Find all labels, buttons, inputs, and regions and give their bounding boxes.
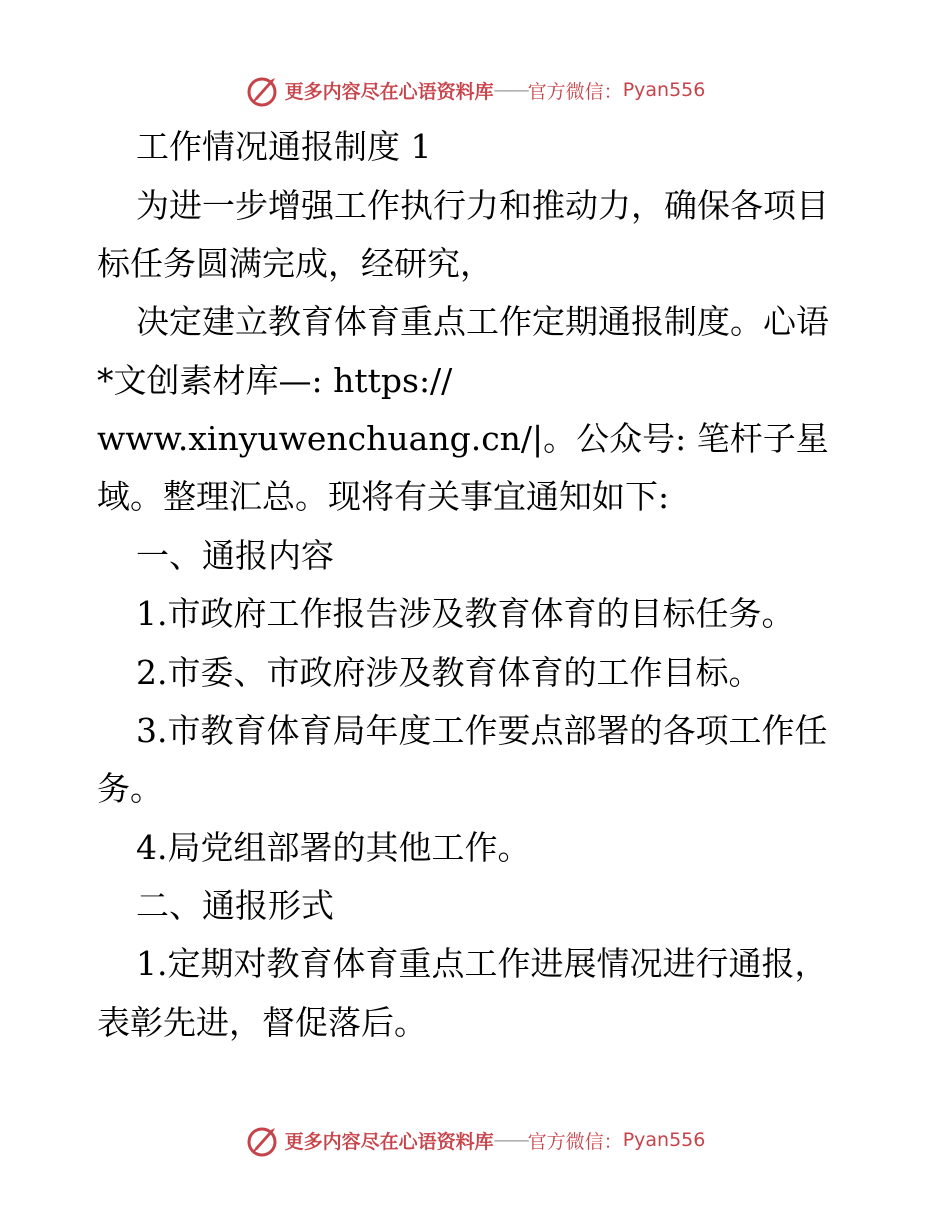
- watermark-dash: ——: [493, 79, 528, 101]
- quill-logo-icon: [245, 1122, 281, 1158]
- quill-logo-icon: [245, 72, 281, 108]
- doc-line: 为进一步增强工作执行力和推动力，确保各项目: [136, 186, 829, 225]
- header-watermark: [0, 70, 950, 110]
- doc-line: 4.局党组部署的其他工作。: [136, 828, 531, 867]
- doc-line: 1.市政府工作报告涉及教育体育的目标任务。: [136, 594, 795, 633]
- doc-line: *文创素材库—: https://: [97, 361, 453, 400]
- section-heading: 二、通报形式: [136, 886, 334, 925]
- watermark-brand: 更多内容尽在心语资料库: [284, 1130, 494, 1153]
- doc-title: 工作情况通报制度 1: [136, 127, 432, 166]
- doc-line: 3.市教育体育局年度工作要点部署的各项工作任: [136, 711, 828, 750]
- section-heading: 一、通报内容: [136, 536, 334, 575]
- watermark-brand: 更多内容尽在心语资料库: [284, 80, 494, 103]
- doc-line: 标任务圆满完成，经研究，: [97, 244, 493, 283]
- doc-line: 1.定期对教育体育重点工作进展情况进行通报，: [136, 944, 828, 983]
- doc-line: 表彰先进，督促落后。: [97, 1003, 427, 1042]
- doc-line: www.xinyuwenchuang.cn/|。公众号: 笔杆子星: [97, 419, 829, 458]
- watermark-dash: ——: [493, 1129, 528, 1151]
- watermark-official: 官方微信：: [527, 1130, 623, 1153]
- watermark-wechat-id: Pyan556: [622, 1129, 706, 1151]
- doc-line: 务。: [97, 769, 163, 808]
- doc-line: 域。整理汇总。现将有关事宜通知如下:: [97, 477, 670, 516]
- doc-line: 决定建立教育体育重点工作定期通报制度。心语: [136, 302, 829, 341]
- watermark-wechat-id: Pyan556: [622, 79, 706, 101]
- footer-watermark: [0, 1120, 950, 1160]
- watermark-official: 官方微信：: [527, 80, 623, 103]
- doc-line: 2.市委、市政府涉及教育体育的工作目标。: [136, 653, 762, 692]
